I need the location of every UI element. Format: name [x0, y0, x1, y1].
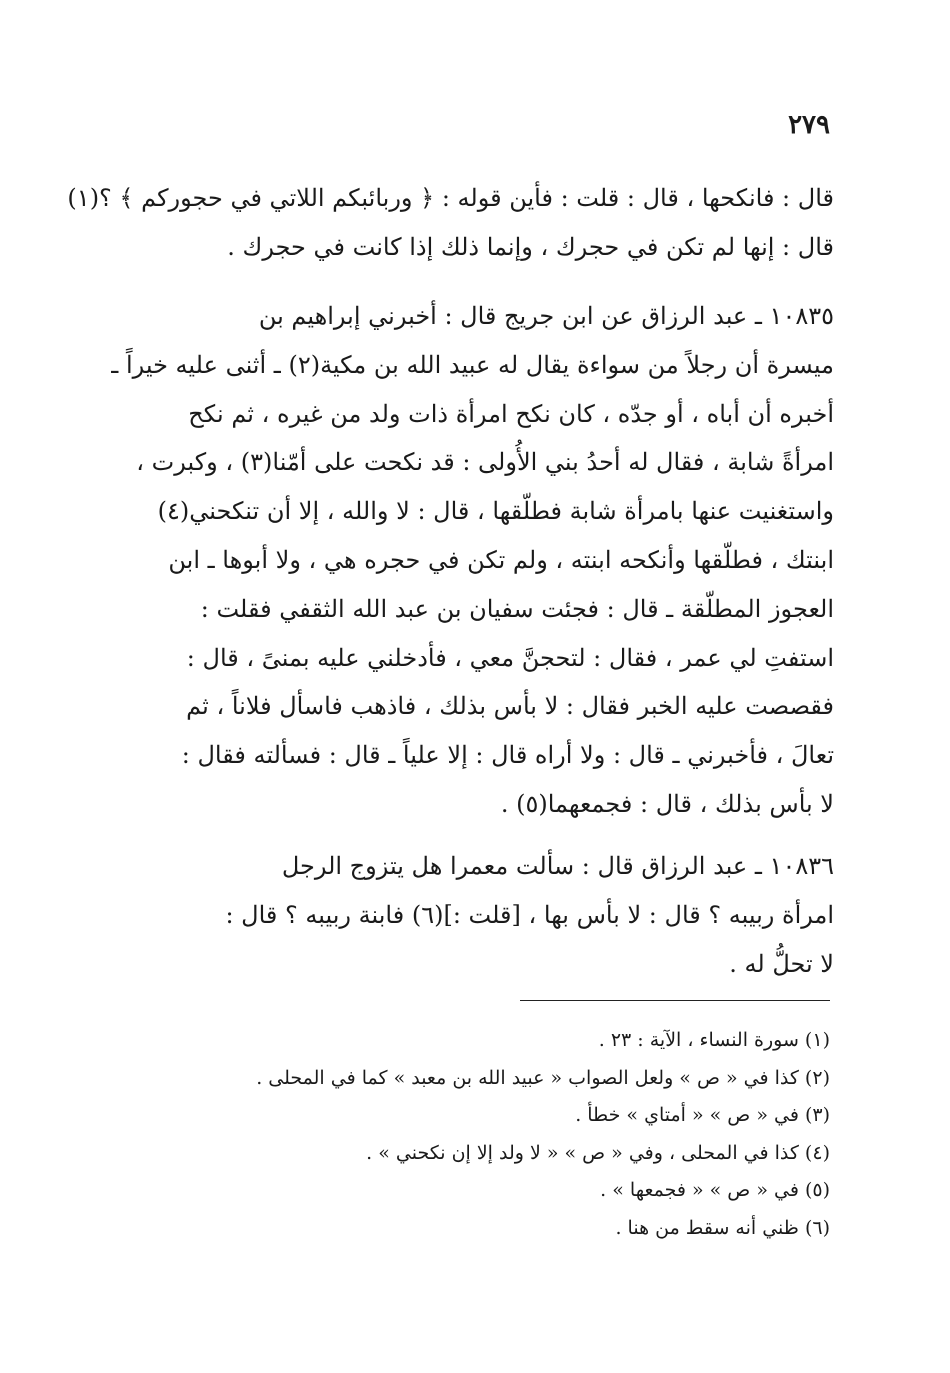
page-number: ٢٧٩	[788, 110, 830, 140]
paragraph-2	[111, 292, 834, 829]
footnote-divider	[520, 1000, 830, 1001]
footnote-4: (٤) كذا في المحلى ، وفي « ص » « لا ولد إلا إن نكحني » .	[366, 1141, 830, 1164]
text-line: ميسرة أن رجلاً من سواءة يقال له عبيد الله بن مكية(٢) ـ أثنى عليه خيراً ـ	[111, 350, 834, 379]
text-line: امرأةً شابة ، فقال له أحدُ بني الأُولى : قد نكحت على أمّنا(٣) ، وكبرت ،	[136, 448, 834, 477]
footnote-5: (٥) في « ص » « فجمعها » .	[600, 1179, 830, 1201]
text-line: تعالَ ، فأخبرني ـ قال : ولا أراه قال : إلا علياً ـ قال : فسألته فقال :	[181, 741, 834, 770]
footnotes	[230, 1022, 830, 1247]
text-line: ابنتك ، فطلّقها وأنكحه ابنته ، ولم تكن في حجره هي ، ولا أبوها ـ ابن	[168, 545, 834, 574]
text-line: قال : إنها لم تكن في حجرك ، وإنما ذلك إذا كانت في حجرك .	[227, 232, 834, 261]
footnote-6: (٦) ظني أنه سقط من هنا .	[615, 1216, 830, 1239]
text-line: لا بأس بذلك ، قال : فجمعهما(٥) .	[500, 789, 834, 818]
paragraph-1	[67, 174, 834, 272]
text-line: امرأة ربيبه ؟ قال : لا بأس بها ، [قلت :](٦) فابنة ربيبه ؟ قال :	[225, 900, 834, 929]
footnote-2: (٢) كذا في « ص » ولعل الصواب « عبيد الله بن معبد » كما في المحلى .	[256, 1066, 830, 1089]
footnote-1: (١) سورة النساء ، الآية : ٢٣ .	[598, 1029, 830, 1051]
paragraph-3	[162, 842, 834, 988]
footnote-3: (٣) في « ص » « أمتاي » خطأ .	[575, 1104, 830, 1126]
text-line: لا تحلُّ له .	[729, 949, 834, 978]
text-line: ١٠٨٣٦ ـ عبد الرزاق قال : سألت معمرا هل يتزوج الرجل	[281, 852, 834, 880]
text-line: واستغنيت عنها بامرأة شابة فطلّقها ، قال : لا والله ، إلا أن تنكحني(٤)	[157, 497, 834, 526]
text-line: فقصصت عليه الخبر فقال : لا بأس بذلك ، فاذهب فاسأل فلاناً ، ثم	[186, 692, 834, 721]
text-line: أخبره أن أباه ، أو جدّه ، كان نكح امرأة ذات ولد من غيره ، ثم نكح	[188, 399, 834, 428]
text-line: قال : فانكحها ، قال : قلت : فأين قوله : ﴿ وربائبكم اللاتي في حجوركم ﴾ ؟(١)	[67, 184, 834, 212]
text-line: ١٠٨٣٥ ـ عبد الرزاق عن ابن جريج قال : أخبرني إبراهيم بن	[258, 302, 834, 330]
text-line: استفتِ لي عمر ، فقال : لتحجنَّ معي ، فأدخلني عليه بمنىً ، قال :	[186, 643, 834, 672]
text-line: العجوز المطلّقة ـ قال : فجئت سفيان بن عبد الله الثقفي فقلت :	[200, 594, 834, 623]
